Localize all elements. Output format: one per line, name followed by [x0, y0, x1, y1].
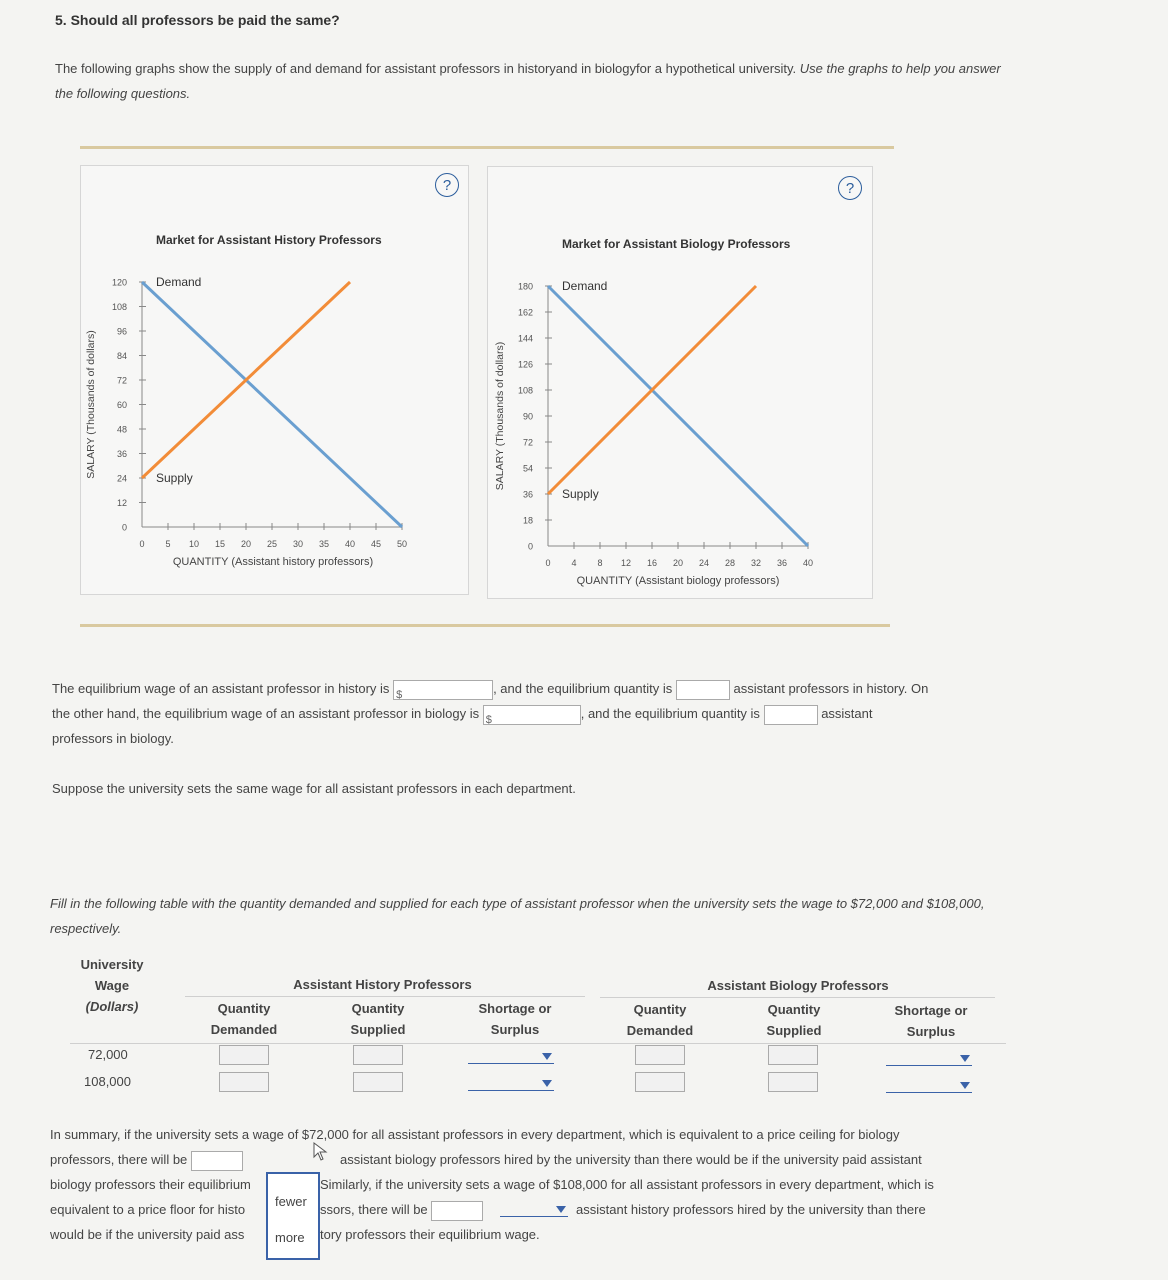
biology-ss-header: Shortage or Surplus: [894, 1003, 968, 1039]
wage-row-72000: 72,000: [88, 1047, 128, 1062]
biology-x-tick-label: 4: [571, 558, 577, 568]
biology-y-axis-label: SALARY (Thousands of dollars): [494, 341, 506, 491]
history-x-tick-label: 40: [344, 539, 356, 549]
history-x-tick-label: 0: [139, 539, 145, 549]
history-quantity-input[interactable]: [676, 680, 730, 700]
summary-line-3b: Similarly, if the university sets a wage of $108,000 for all assistant professors in every department, which is: [320, 1177, 934, 1192]
chevron-down-icon: [556, 1206, 566, 1213]
biology-qs-108000-input[interactable]: [768, 1072, 818, 1092]
history-demand-label: Demand: [156, 275, 202, 289]
history-x-tick-label: 50: [396, 539, 408, 549]
biology-y-tick-label: 18: [522, 515, 533, 526]
chevron-down-icon: [542, 1053, 552, 1060]
history-y-tick-label: 12: [116, 498, 127, 508]
history-y-tick-label: 108: [111, 302, 127, 312]
biology-qs-header: Quantity Supplied: [766, 1002, 822, 1038]
history-qs-108000-input[interactable]: [353, 1072, 403, 1092]
history-qs-72000-input[interactable]: [353, 1045, 403, 1065]
summary-line-5b: tory professors their equilibrium wage.: [320, 1227, 540, 1242]
history-y-tick-label: 120: [111, 277, 127, 288]
history-market-chart: [80, 165, 467, 593]
fewer-more-dropdown-menu[interactable]: [266, 1172, 320, 1260]
biology-y-tick-label: 72: [522, 437, 533, 448]
summary-history-count-input[interactable]: [431, 1201, 483, 1221]
history-x-tick-label: 35: [318, 539, 330, 549]
biology-demand-curve: [548, 286, 808, 546]
equilibrium-line-3: professors in biology.: [52, 731, 174, 746]
mouse-cursor-icon: [312, 1141, 332, 1163]
biology-qd-72000-input[interactable]: [635, 1045, 685, 1065]
chevron-down-icon: [960, 1082, 970, 1089]
history-y-tick-label: 36: [116, 449, 127, 459]
biology-quantity-input[interactable]: [764, 705, 818, 725]
summary-line-1: In summary, if the university sets a wage of $72,000 for all assistant professors in every department, which is equivalent to a price ceiling for biology: [50, 1127, 900, 1142]
biology-y-tick-label: 108: [517, 385, 533, 396]
history-ss-72000-dropdown[interactable]: [468, 1048, 554, 1064]
help-icon-biology[interactable]: ?: [838, 176, 862, 200]
history-x-tick-label: 15: [214, 539, 226, 549]
summary-line-3a: biology professors their equilibrium: [50, 1177, 251, 1192]
biology-y-tick-label: 36: [522, 489, 533, 500]
history-y-tick-label: 72: [116, 375, 127, 386]
summary-history-fewer-more-dropdown[interactable]: [500, 1201, 568, 1217]
summary-biology-count-input[interactable]: [191, 1151, 243, 1171]
summary-line-4b: ssors, there will be: [320, 1197, 483, 1222]
history-qd-72000-input[interactable]: [219, 1045, 269, 1065]
history-chart-title: Market for Assistant History Professors: [156, 233, 382, 247]
biology-group-header: Assistant Biology Professors: [707, 978, 889, 993]
equilibrium-line-2: the other hand, the equilibrium wage of an assistant professor in biology is $ , and the equilibrium quantity is assistant: [52, 706, 873, 726]
chevron-down-icon: [542, 1080, 552, 1087]
summary-line-4c: assistant history professors hired by the university than there: [576, 1202, 926, 1217]
biology-y-tick-label: 180: [517, 281, 533, 292]
chevron-down-icon: [960, 1055, 970, 1062]
history-ss-header: Shortage or Surplus: [478, 1001, 552, 1037]
biology-ss-108000-dropdown[interactable]: [886, 1077, 972, 1093]
history-wage-input[interactable]: $: [393, 680, 493, 700]
history-qs-header: Quantity Supplied: [350, 1001, 406, 1037]
summary-line-5a: would be if the university paid ass: [50, 1227, 245, 1242]
question-heading: 5. Should all professors be paid the same?: [55, 12, 340, 28]
history-header-rule: [185, 996, 585, 997]
history-y-tick-label: 0: [121, 522, 127, 533]
summary-line-2b: assistant biology professors hired by the university than there would be if the university paid assistant: [340, 1152, 922, 1167]
table-header-rule: [70, 1043, 1006, 1044]
wage-row-108000: 108,000: [84, 1074, 131, 1089]
history-y-tick-label: 96: [116, 326, 127, 337]
biology-qs-72000-input[interactable]: [768, 1045, 818, 1065]
biology-x-tick-label: 0: [545, 558, 551, 568]
biology-wage-input[interactable]: $: [483, 705, 581, 725]
history-x-tick-label: 5: [165, 539, 171, 549]
history-x-tick-label: 45: [370, 539, 382, 549]
biology-market-chart: [487, 166, 871, 597]
history-x-tick-label: 20: [240, 539, 252, 549]
summary-line-4a: equivalent to a price floor for histo: [50, 1202, 246, 1217]
history-group-header: Assistant History Professors: [293, 977, 472, 992]
history-qd-header: Quantity Demanded: [210, 1001, 278, 1037]
bottom-divider: [80, 624, 890, 627]
history-x-tick-label: 10: [188, 539, 200, 549]
biology-demand-label: Demand: [562, 279, 608, 293]
biology-y-tick-label: 0: [527, 541, 533, 552]
biology-x-tick-label: 24: [698, 558, 710, 568]
biology-ss-72000-dropdown[interactable]: [886, 1050, 972, 1066]
equilibrium-line-1: The equilibrium wage of an assistant professor in history is $ , and the equilibrium quantity is assistant professors in history. On: [52, 681, 929, 701]
biology-x-tick-label: 12: [620, 558, 632, 568]
biology-qd-header: Quantity Demanded: [626, 1002, 694, 1038]
history-ss-108000-dropdown[interactable]: [468, 1075, 554, 1091]
biology-y-tick-label: 54: [522, 463, 533, 474]
question-intro: The following graphs show the supply of and demand for assistant professors in historyand in biologyfor a hypothetical university. Use the graphs to help you answer the following questions.: [55, 61, 1001, 101]
biology-x-tick-label: 36: [776, 558, 788, 568]
biology-x-tick-label: 32: [750, 558, 762, 568]
biology-x-tick-label: 16: [646, 558, 658, 568]
biology-qd-108000-input[interactable]: [635, 1072, 685, 1092]
biology-y-tick-label: 144: [517, 333, 533, 344]
history-y-tick-label: 84: [116, 351, 127, 361]
biology-x-axis-label: QUANTITY (Assistant biology professors): [576, 575, 780, 587]
history-y-axis-label: SALARY (Thousands of dollars): [85, 330, 97, 479]
fill-instructions: Fill in the following table with the quantity demanded and supplied for each type of assistant professor when the university sets the wage to $72,000 and $108,000, respectively.: [50, 896, 985, 936]
biology-y-tick-label: 90: [522, 411, 533, 422]
history-y-tick-label: 48: [116, 424, 127, 435]
summary-line-2: professors, there will be: [50, 1147, 243, 1172]
biology-x-tick-label: 20: [672, 558, 684, 568]
history-demand-curve: [142, 282, 402, 527]
history-supply-label: Supply: [156, 471, 193, 485]
top-divider: [80, 146, 894, 149]
biology-x-tick-label: 28: [724, 558, 736, 568]
history-y-tick-label: 24: [116, 473, 127, 484]
dropdown-option-more[interactable]: more: [275, 1230, 305, 1245]
history-x-tick-label: 30: [292, 539, 304, 549]
dropdown-option-fewer[interactable]: fewer: [275, 1194, 307, 1209]
history-x-axis-label: QUANTITY (Assistant history professors): [172, 556, 374, 568]
biology-header-rule: [600, 997, 995, 998]
biology-y-tick-label: 162: [517, 307, 533, 318]
help-icon-history[interactable]: ?: [435, 173, 459, 197]
wage-column-header: University Wage (Dollars): [80, 957, 144, 1014]
suppose-text: Suppose the university sets the same wage for all assistant professors in each department.: [52, 781, 576, 796]
biology-x-tick-label: 40: [802, 558, 814, 568]
biology-y-tick-label: 126: [517, 359, 533, 370]
biology-chart-title: Market for Assistant Biology Professors: [562, 237, 791, 251]
biology-x-tick-label: 8: [597, 558, 603, 568]
history-x-tick-label: 25: [266, 539, 278, 549]
biology-supply-label: Supply: [562, 487, 599, 501]
history-qd-108000-input[interactable]: [219, 1072, 269, 1092]
history-y-tick-label: 60: [116, 400, 127, 410]
